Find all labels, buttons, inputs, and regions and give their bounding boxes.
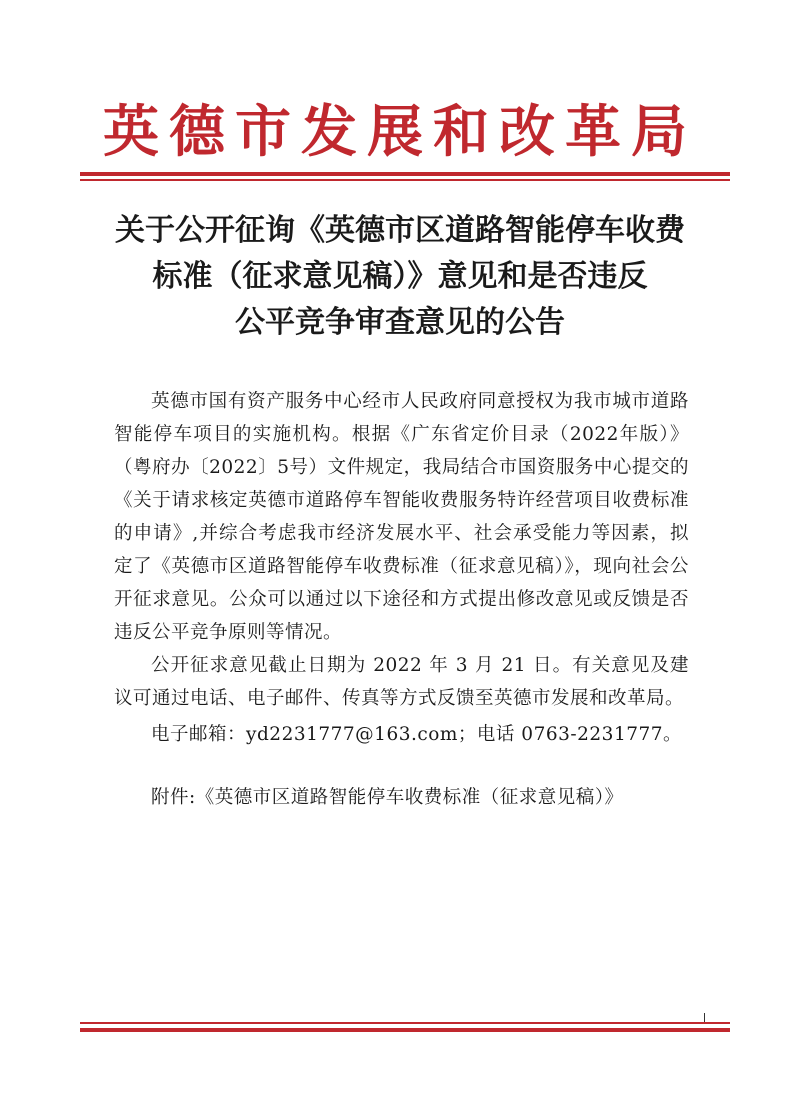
title-line: 公平竞争审查意见的公告 [235, 305, 565, 340]
document-title [60, 208, 740, 346]
footer-rule-thick [80, 1028, 730, 1032]
footer-rule-thin [80, 1022, 730, 1024]
letterhead-rule-thin [80, 179, 730, 181]
contact-line: 电子邮箱：yd2231777@163.com；电话 0763-2231777。 [151, 724, 683, 745]
body-paragraph: 英德市国有资产服务中心经市人民政府同意授权为我市城市道路智能停车项目的实施机构。根据《广东省定价目录（2022年版）》（粤府办〔2022〕5号）文件规定，我局结合市国资服务中心提交的《关于请求核定英德市道路停车智能收费服务特许经营项目收费标准的申请》,并综合考虑我市经济发展水平、社会承受能力等因素，拟定了《英德市区道路智能停车收费标准（征求意见稿）》，现向社会公开征求意见。公众可以通过以下途径和方式提出修改意见或反馈是否违反公平竞争原则等情况。 [114, 391, 689, 643]
title-line: 关于公开征询《英德市区道路智能停车收费 [115, 213, 685, 248]
letterhead-rule-thick [80, 172, 730, 176]
attachment-line: 附件:《英德市区道路智能停车收费标准（征求意见稿）》 [151, 787, 624, 808]
page-tick-mark [704, 1013, 705, 1022]
agency-letterhead: 英德市发展和改革局 [103, 99, 697, 165]
document-body [114, 385, 689, 814]
body-paragraph: 公开征求意见截止日期为 2022 年 3 月 21 日。有关意见及建议可通过电话、电子邮件、传真等方式反馈至英德市发展和改革局。 [114, 655, 689, 709]
title-line: 标准（征求意见稿）》意见和是否违反 [152, 259, 648, 294]
